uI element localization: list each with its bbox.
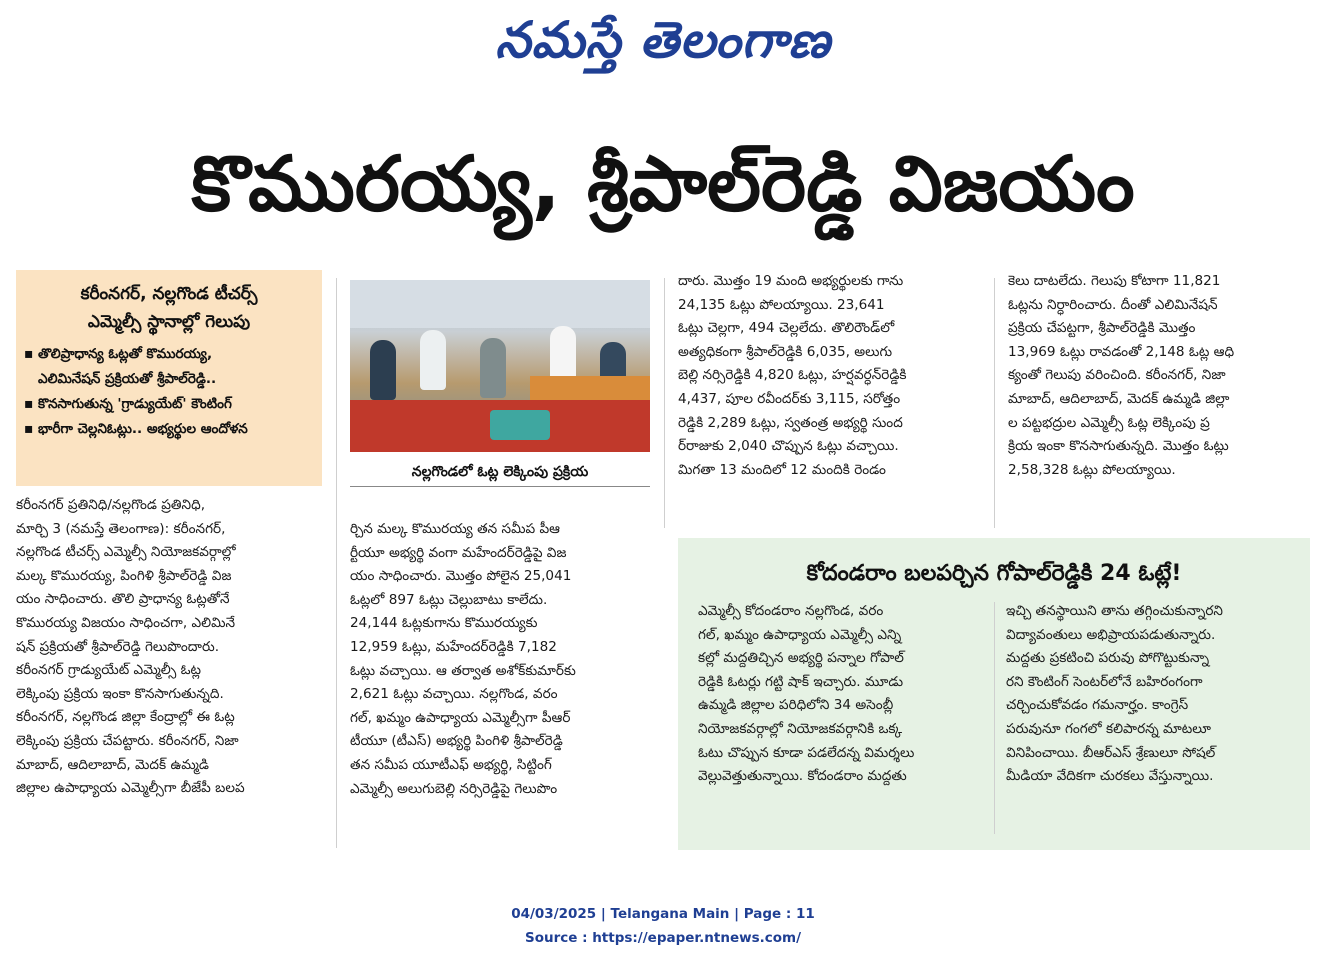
- article-line: ఉమ్మడి జిల్లాల పరిధిలోని 34 అసెంబ్లీ: [698, 697, 894, 714]
- article-line: కల్లో మద్దతిచ్చిన అభ్యర్థి పన్నాల గోపాల్: [698, 650, 904, 667]
- counting-photo: [350, 280, 650, 452]
- article-line: ఓటు చొప్పున కూడా పడలేదన్న విమర్శలు: [698, 744, 915, 761]
- article-line: ఎమ్మెల్సీ కోదండరాం నల్లగొండ, వరం: [698, 603, 884, 619]
- article-column-3: [678, 270, 982, 482]
- article-line: ల పట్టభద్రుల ఎమ్మెల్సీ ఓట్ల లెక్కింపు ప్ర: [1008, 414, 1210, 431]
- article-line: మిగతా 13 మందిలో 12 మందికి రెండం: [678, 461, 886, 478]
- article-line: మాబాద్, ఆదిలాబాద్, మెదక్ ఉమ్మడి: [16, 756, 209, 773]
- article-line: ఎమ్మెల్సీ అలుగుబెల్లి నర్సిరెడ్డిపై గెలుపొం: [350, 780, 558, 797]
- article-line: 4,437, పూల రవీందర్‌కు 3,115, సరోత్తం: [678, 390, 901, 407]
- article-line: దారు. మొత్తం 19 మంది అభ్యర్థులకు గాను: [678, 273, 904, 289]
- article-line: రని కౌంటింగ్ సెంటర్‌లోనే బహిరంగంగా: [1006, 673, 1203, 690]
- article-line: ఓట్లు వచ్చాయి. ఆ తర్వాత అశోక్‌కుమార్‌కు: [350, 662, 576, 679]
- summary-title: [24, 280, 314, 336]
- article-line: ఇచ్చి తనస్థాయిని తాను తగ్గించుకున్నారని: [1006, 603, 1223, 619]
- article-line: రెడ్డికి 2,289 ఓట్లు, స్వతంత్ర అభ్యర్థి సుంద: [678, 414, 903, 431]
- summary-bullet: [24, 367, 314, 392]
- article-line: కరీంనగర్ గ్రాడ్యుయేట్ ఎమ్మెల్సీ ఓట్ల: [16, 662, 202, 679]
- summary-bullet: [24, 392, 314, 417]
- article-line: ఓట్లు చెల్లగా, 494 చెల్లలేదు. తొలిరౌండ్‌లో: [678, 320, 895, 337]
- article-line: టీయూ (టీఎస్) అభ్యర్థి పింగిళి శ్రీపాల్‌రెడ్డి: [350, 733, 563, 750]
- article-line: మీడియా వేదికగా చురకలు వేస్తున్నాయి.: [1006, 768, 1214, 785]
- article-line: చర్చించుకోవడం గమనార్హం. కాంగ్రెస్: [1006, 697, 1189, 714]
- article-line: మార్చి 3 (నమస్తే తెలంగాణ): కరీంనగర్,: [16, 520, 226, 537]
- article-line: రెడ్డికి ఓటర్లు గట్టి షాక్ ఇచ్చారు. మూడు: [698, 673, 904, 690]
- article-line: నల్లగొండ టీచర్స్ ఎమ్మెల్సీ నియోజకవర్గాల్లో: [16, 544, 236, 561]
- article-line: ర్చిన మల్క కొమురయ్య తన సమీప పీఆ: [350, 521, 560, 537]
- article-line: అత్యధికంగా శ్రీపాల్‌రెడ్డికి 6,035, అలుగు: [678, 343, 893, 360]
- article-column-1: [16, 494, 322, 801]
- bullet-icon: ▪: [24, 396, 34, 412]
- article-line: కెలు దాటలేదు. గెలుపు కోటాగా 11,821: [1008, 273, 1221, 289]
- article-line: కరీంనగర్ ప్రతినిధి/నల్లగొండ ప్రతినిధి,: [16, 497, 206, 513]
- summary-bullet-text: భారీగా చెల్లనిఓట్లు.. అభ్యర్థుల ఆందోళన: [38, 421, 248, 437]
- summary-title-line: ఎమ్మెల్సీ స్థానాల్లో గెలుపు: [87, 312, 251, 332]
- article-line: షన్ ప్రక్రియతో శ్రీపాల్‌రెడ్డి గెలుపొందారు.: [16, 638, 220, 655]
- article-line: విద్యావంతులు అభిప్రాయపడుతున్నారు.: [1006, 626, 1216, 643]
- article-column-2: [350, 518, 652, 801]
- bullet-icon: ▪: [24, 421, 34, 437]
- column-divider: [994, 278, 995, 528]
- article-line: మాబాద్, ఆదిలాబాద్, మెదక్ ఉమ్మడి జిల్లా: [1008, 390, 1230, 407]
- article-line: ఓట్లను నిర్ధారించారు. దీంతో ఎలిమినేషన్: [1008, 296, 1218, 313]
- article-line: లెక్కింపు ప్రక్రియ చేపట్టారు. కరీంనగర్, నిజా: [16, 732, 239, 749]
- masthead-logo: నమస్తే తెలంగాణ: [495, 11, 831, 69]
- article-line: నియోజకవర్గాల్లో నియోజకవర్గానికి ఒక్క: [698, 720, 903, 737]
- article-line: ప్రక్రియ చేపట్టగా, శ్రీపాల్‌రెడ్డికి మొత్తం: [1008, 320, 1196, 337]
- article-line: లెక్కింపు ప్రక్రియ ఇంకా కొనసాగుతున్నది.: [16, 685, 224, 702]
- article-line: క్రియ ఇంకా కొనసాగుతున్నది. మొత్తం ఓట్లు: [1008, 438, 1229, 455]
- article-line: తన సమీప యూటీఎఫ్ అభ్యర్థి, సిట్టింగ్: [350, 756, 552, 773]
- article-line: కొమురయ్య విజయం సాధించగా, ఎలిమినే: [16, 614, 236, 631]
- article-line: పరువునూ గంగలో కలిపారన్న మాటలూ: [1006, 720, 1211, 737]
- summary-bullet-text: ఎలిమినేషన్ ప్రక్రియతో శ్రీపాల్‌రెడ్డి..: [38, 371, 217, 387]
- photo-ballot-tray: [490, 410, 550, 440]
- footer-source: Source : https://epaper.ntnews.com/: [524, 930, 802, 946]
- photo-person: [370, 340, 396, 400]
- sidebar-title: కోదండరాం బలపర్చిన గోపాల్‌రెడ్డికి 24 ఓట్లే!: [806, 561, 1182, 586]
- summary-bullet-text: తొలిప్రాధాన్య ఓట్లతో కొమురయ్య,: [38, 346, 213, 362]
- summary-bullets: [24, 342, 314, 442]
- article-line: 13,969 ఓట్లు రావడంతో 2,148 ఓట్ల ఆధి: [1008, 343, 1235, 360]
- sidebar-box: [678, 538, 1310, 850]
- article-line: జిల్లాల ఉపాధ్యాయ ఎమ్మెల్సీగా బీజేపీ బలప: [16, 780, 245, 797]
- article-line: మల్క కొమురయ్య, పింగిళి శ్రీపాల్‌రెడ్డి విజ: [16, 567, 232, 584]
- photo-person: [480, 338, 506, 398]
- article-line: యం సాధించారు. తొలి ప్రాధాన్య ఓట్లతోనే: [16, 591, 230, 608]
- summary-box: [16, 270, 322, 486]
- article-line: 12,959 ఓట్లు, మహేందర్‌రెడ్డికి 7,182: [350, 638, 557, 655]
- sidebar-column-right: [1006, 600, 1296, 789]
- footer-date-page: 04/03/2025 | Telangana Main | Page : 11: [511, 906, 815, 922]
- article-line: గల్, ఖమ్మం ఉపాధ్యాయ ఎమ్మెల్సీగా పీఆర్: [350, 709, 571, 726]
- article-line: 2,621 ఓట్లు వచ్చాయి. నల్లగొండ, వరం: [350, 686, 558, 703]
- photo-caption: నల్లగొండలో ఓట్ల లెక్కింపు ప్రక్రియ: [350, 458, 650, 487]
- article-line: వినిపించాయి. బీఆర్‌ఎస్ శ్రేణులూ సోషల్: [1006, 744, 1216, 761]
- article-line: వెల్లువెత్తుతున్నాయి. కోదండరాం మద్దతు: [698, 768, 907, 785]
- bullet-icon: ▪: [24, 346, 34, 362]
- article-line: యం సాధించారు. మొత్తం పోలైన 25,041: [350, 568, 572, 585]
- article-line: కరీంనగర్, నల్లగొండ జిల్లా కేంద్రాల్లో ఈ ఓట్ల: [16, 709, 235, 726]
- article-line: 2,58,328 ఓట్లు పోలయ్యాయి.: [1008, 461, 1176, 478]
- column-divider: [336, 278, 337, 848]
- article-line: ఓట్లలో 897 ఓట్లు చెల్లుబాటు కాలేదు.: [350, 591, 548, 608]
- article-line: గల్, ఖమ్మం ఉపాధ్యాయ ఎమ్మెల్సీ ఎన్ని: [698, 626, 902, 643]
- summary-bullet: [24, 342, 314, 367]
- main-headline: కొమురయ్య, శ్రీపాల్‌రెడ్డి విజయం: [191, 139, 1135, 228]
- article-line: ర్టీయూ అభ్యర్థి వంగా మహేందర్‌రెడ్డిపై విజ: [350, 544, 567, 561]
- column-divider: [664, 278, 665, 528]
- summary-title-line: కరీంనగర్, నల్లగొండ టీచర్స్: [80, 284, 258, 304]
- article-column-4: [1008, 270, 1312, 482]
- summary-bullet: [24, 417, 314, 442]
- photo-person: [420, 330, 446, 390]
- article-line: బెల్లి నర్సిరెడ్డికి 4,820 ఓట్లు, హర్షవర్ధన్‌రెడ్డికి: [678, 367, 907, 384]
- photo-ceiling: [350, 280, 650, 328]
- summary-bullet-text: కొనసాగుతున్న 'గ్రాడ్యుయేట్' కౌంటింగ్: [38, 396, 232, 412]
- article-line: ర్‌రాజుకు 2,040 చొప్పున ఓట్లు వచ్చాయి.: [678, 438, 899, 455]
- sidebar-column-left: [698, 600, 984, 789]
- article-line: 24,135 ఓట్లు పోలయ్యాయి. 23,641: [678, 296, 885, 313]
- column-divider: [994, 602, 995, 834]
- article-line: 24,144 ఓట్లకుగాను కొమురయ్యకు: [350, 615, 538, 632]
- article-line: మద్దతు ప్రకటించి పరువు పోగొట్టుకున్నా: [1006, 650, 1210, 667]
- article-line: క్యంతో గెలుపు వరించింది. కరీంనగర్, నిజా: [1008, 367, 1226, 384]
